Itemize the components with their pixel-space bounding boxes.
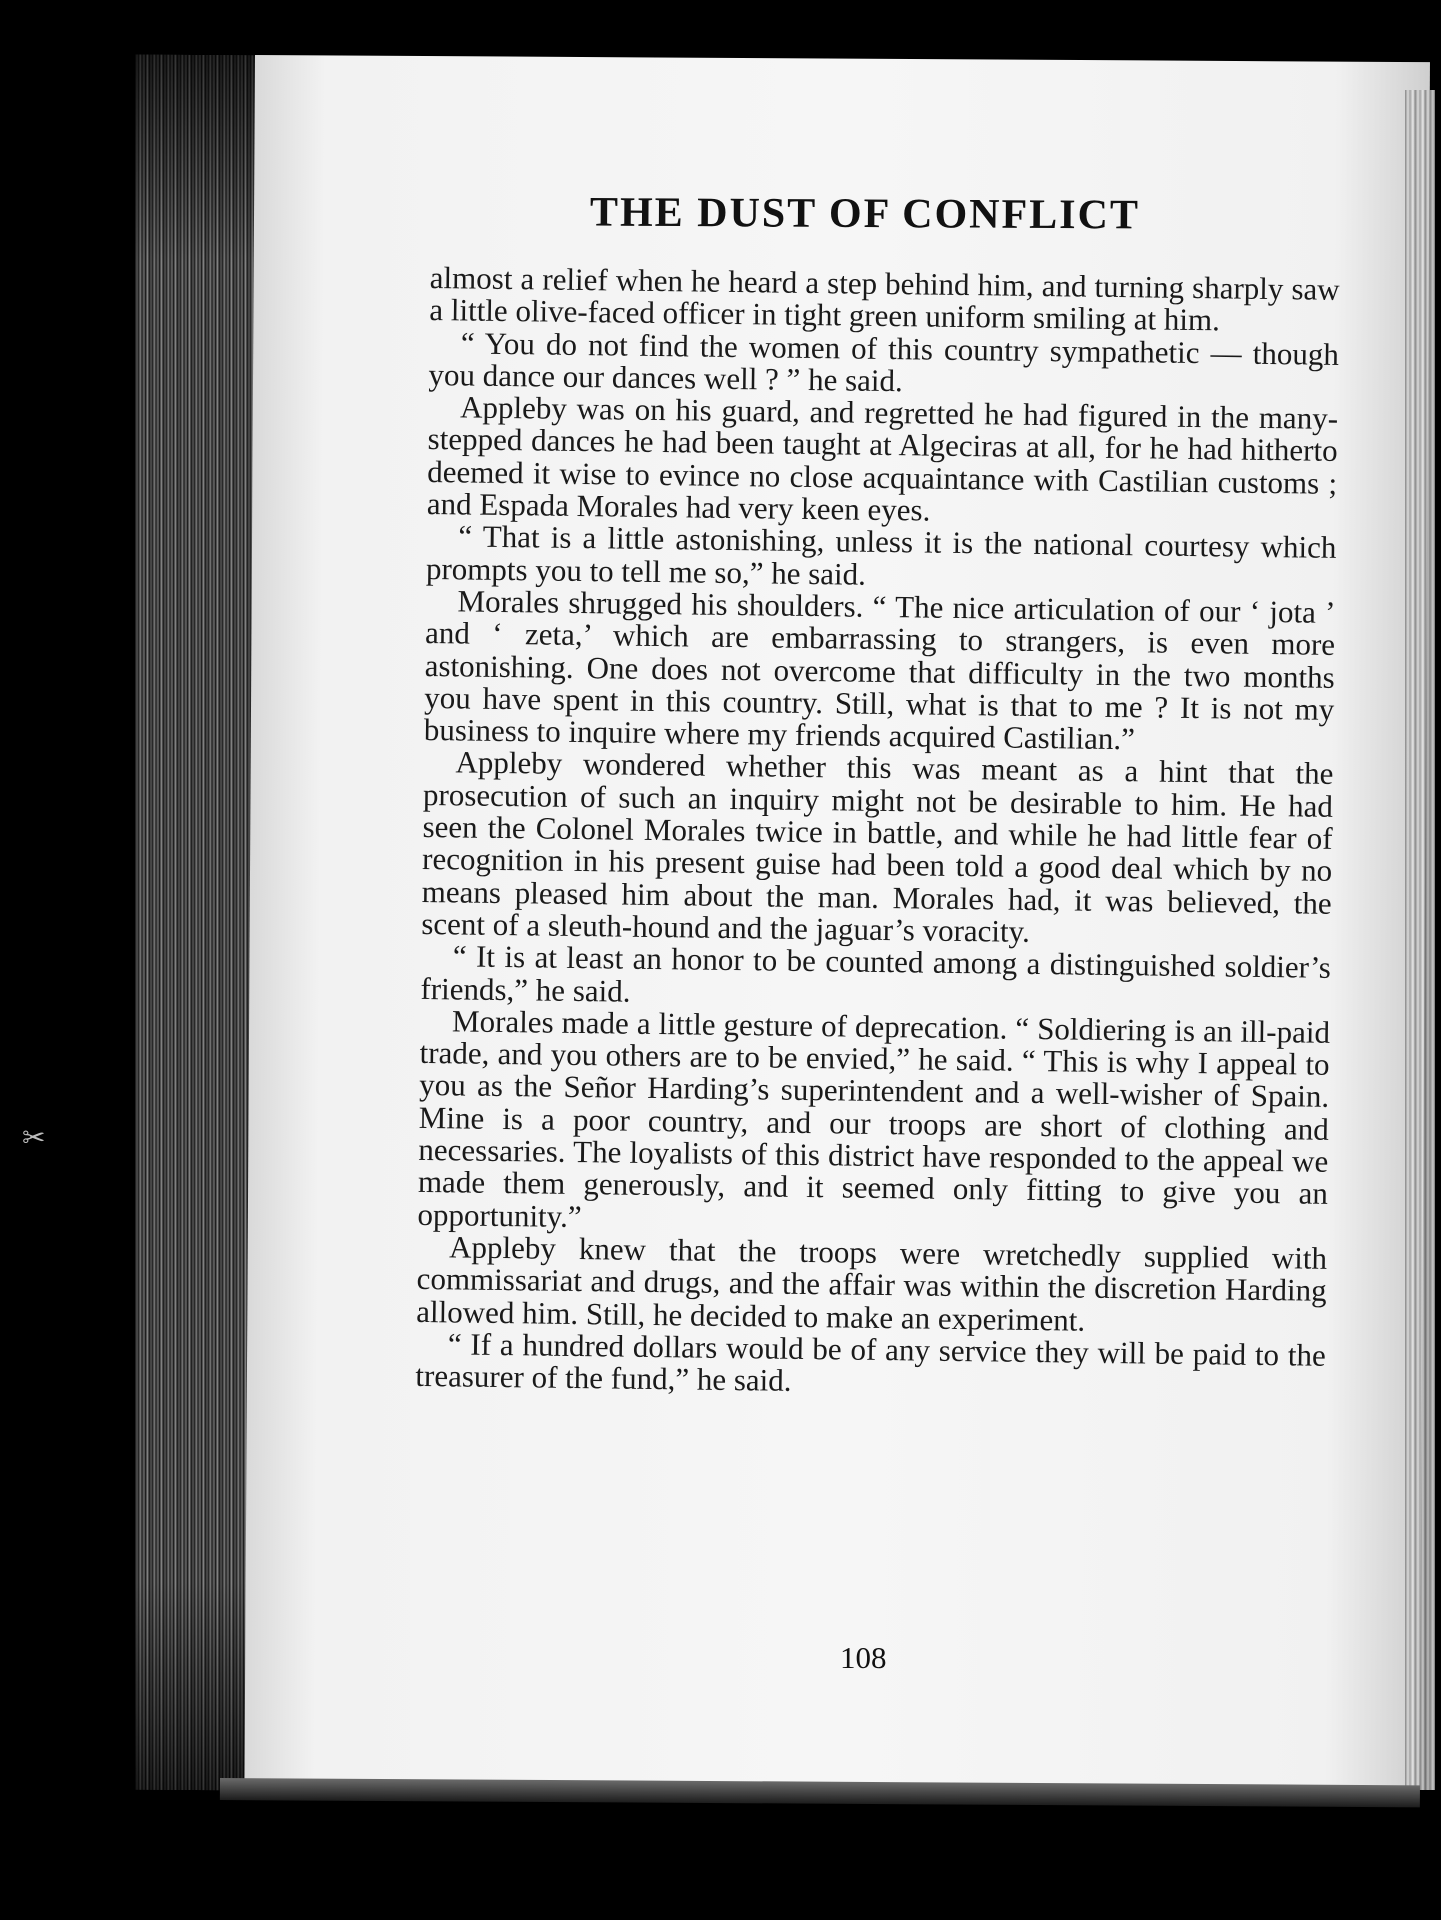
page-number: 108 (840, 1640, 887, 1675)
paragraph: “ You do not find the women of this country sympathetic — though you dance our dances well ? ” he said. (428, 325, 1340, 399)
body-text (415, 262, 1340, 1404)
paragraph: “ That is a little astonishing, unless it is the national courtesy which prompts you to tell me so,” he said. (425, 518, 1337, 592)
scan-artifact-mark: ✂ (22, 1123, 46, 1154)
paragraph: almost a relief when he heard a step behind him, and turning sharply saw a little olive-faced officer in tight green uniform smiling at him. (429, 260, 1340, 338)
running-head: THE DUST OF CONFLICT (589, 189, 1141, 239)
book-page-edges (135, 55, 260, 1791)
page-right-edge (1405, 90, 1435, 1790)
paragraph: Appleby knew that the troops were wretchedly supplied with commissariat and drugs, and the affair was within the discretion Harding allowed him. Still, he decided to make an experiment. (416, 1229, 1328, 1338)
paragraph: “ If a hundred dollars would be of any service they will be paid to the treasurer of the fund,” he said. (415, 1326, 1326, 1398)
paragraph: “ It is at least an honor to be counted among a distinguished soldier’s friends,” he said. (420, 938, 1332, 1009)
paragraph: Morales made a little gesture of deprecation. “ Soldiering is an ill-paid trade, and you others are to be envied,” he said. “ This is why I appeal to you as the Señor Harding’s superintendent and a well-wisher of Spain. Mine is a poor country, and our troops are short of clothing and necessaries. The loyalists of this district have responded to the appeal we made them generously, and it seemed only fitting to give you an opportunity.” (417, 1003, 1331, 1234)
paragraph: Appleby wondered whether this was meant as a hint that the prosecution of such an inquiry might not be desirable to him. He had seen the Colonel Morales twice in battle, and while he had little fear of recognition in his present guise had been told a good deal which by no means pleased him about the man. Morales had, it was believed, the scent of a sleuth-hound and the jaguar’s voracity. (421, 744, 1334, 949)
paragraph: Appleby was on his guard, and regretted he had figured in the many-stepped dances he had been taught at Algeciras at all, for he had hitherto deemed it wise to evince no close acquaintance with Castilian customs ; and Espada Morales had very keen eyes. (426, 389, 1339, 528)
paragraph: Morales shrugged his shoulders. “ The nice articulation of our ‘ jota ’ and ‘ zeta,’ which are embarrassing to strangers, is even more astonishing. One does not overcome that difficulty in the two months you have spent in this country. Still, what is that to me ? It is not my business to inquire where my friends acquired Castilian.” (423, 583, 1336, 757)
